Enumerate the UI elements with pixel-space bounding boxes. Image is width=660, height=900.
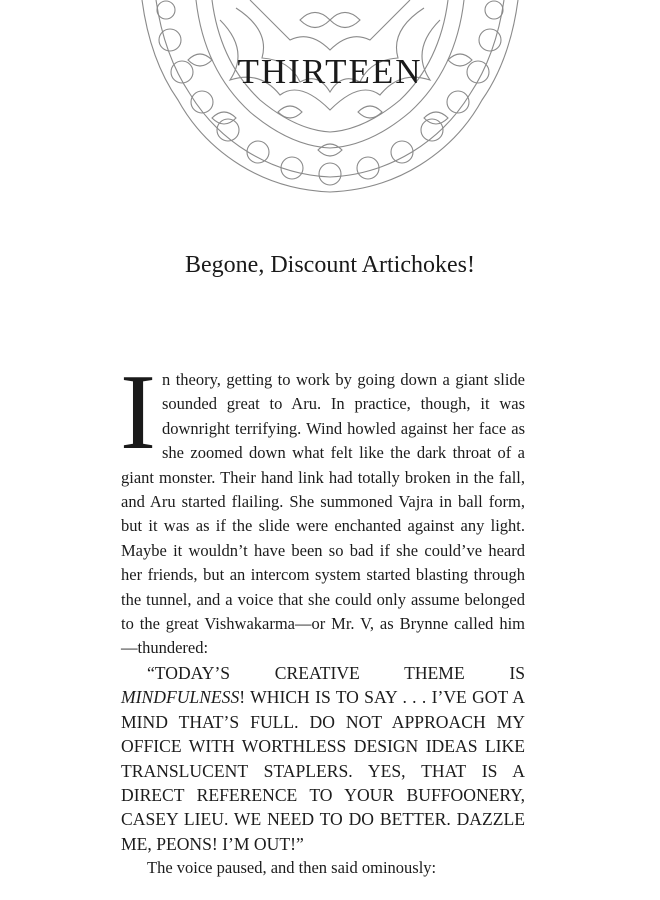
chapter-number: THIRTEEN	[237, 52, 423, 91]
paragraph-3: The voice paused, and then said ominously:	[147, 858, 437, 878]
paragraph-2-text-b: ! WHICH IS TO SAY . . . I’VE GOT A MIND THAT’S FULL. DO NOT APPROACH MY OFFICE WITH WORTHLESS DESIGN IDEAS LIKE TRANSLUCENT STAPLERS. YES, THAT IS A DIRECT REFERENCE TO YOUR BUFFOONERY, CASEY LIEU. WE NEED TO DO BETTER. DAZZLE ME, PEONS! I’M OUT!”	[121, 687, 525, 854]
paragraph-1	[120, 353, 525, 661]
celtic-knot-mandala-icon	[0, 0, 660, 200]
body-text	[120, 353, 525, 881]
paragraph-2-emphasis: MINDFULNESS	[121, 687, 240, 708]
paragraph-1-text: n theory, getting to work by going down a giant slide sounded great to Aru. In practice, though, it was downright terrifying. Wind howled against her face as she zoomed down what felt like the dark throat of a giant monster. Their hand link had totally broken in the fall, and Aru started flailing. She summoned Vajra in ball form, but it was as if the slide were enchanted against any light. Maybe it wouldn’t have been so bad if she could’ve heard her friends, but an intercom system started blasting through the tunnel, and a voice that she could only assume belonged to the great Vishwakarma—or Mr. V, as Brynne called him—thundered:	[121, 370, 525, 658]
chapter-title: Begone, Discount Artichokes!	[185, 252, 475, 278]
paragraph-2	[121, 661, 525, 856]
drop-cap: I	[120, 353, 156, 472]
paragraph-2-text-a: “TODAY’S CREATIVE THEME IS	[147, 662, 525, 683]
